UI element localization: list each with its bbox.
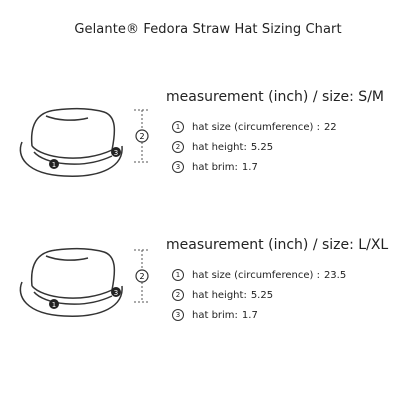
spec-row [172, 286, 346, 306]
hat-band-top [32, 286, 112, 298]
spec-label: hat brim: [192, 310, 238, 321]
spec-label: hat height: [192, 290, 247, 301]
spec-row [172, 266, 346, 286]
fedora-hat-illustration-sm [12, 96, 160, 204]
spec-number: 1 [172, 121, 184, 133]
hat-crown-shape [32, 109, 115, 150]
spec-number: 2 [172, 289, 184, 301]
callout-2-label: 2 [139, 272, 145, 281]
spec-label: hat brim: [192, 162, 238, 173]
spec-label: hat size (circumference) : [192, 122, 320, 133]
spec-value: 22 [323, 122, 337, 133]
spec-value: 5.25 [250, 290, 274, 301]
hat-crown-dent [46, 256, 88, 260]
spec-list-lxl [172, 266, 346, 326]
callout-1-label: 1 [51, 161, 57, 169]
hat-brim-shape [20, 142, 122, 176]
hat-crown-dent [46, 116, 88, 120]
callout-1-label: 1 [51, 301, 57, 309]
callout-3-label: 3 [113, 289, 119, 297]
spec-row [172, 138, 337, 158]
spec-label: hat size (circumference) : [192, 270, 320, 281]
spec-value: 1.7 [241, 310, 258, 321]
spec-number: 3 [172, 309, 184, 321]
callout-2-label: 2 [139, 132, 145, 141]
spec-row [172, 118, 337, 138]
spec-row [172, 158, 337, 178]
spec-label: hat height: [192, 142, 247, 153]
hat-crown-shape [32, 249, 115, 290]
size-heading-sm: measurement (inch) / size: S/M [166, 89, 384, 105]
spec-value: 5.25 [250, 142, 274, 153]
spec-value: 23.5 [323, 270, 347, 281]
spec-number: 3 [172, 161, 184, 173]
spec-number: 2 [172, 141, 184, 153]
fedora-hat-illustration-lxl [12, 236, 160, 344]
size-heading-lxl: measurement (inch) / size: L/XL [166, 237, 389, 253]
spec-number: 1 [172, 269, 184, 281]
spec-value: 1.7 [241, 162, 258, 173]
callout-3-label: 3 [113, 149, 119, 157]
spec-list-sm [172, 118, 337, 178]
spec-row [172, 306, 346, 326]
hat-brim-shape [20, 282, 122, 316]
chart-title: Gelante® Fedora Straw Hat Sizing Chart [74, 22, 342, 37]
hat-band-top [32, 146, 112, 158]
